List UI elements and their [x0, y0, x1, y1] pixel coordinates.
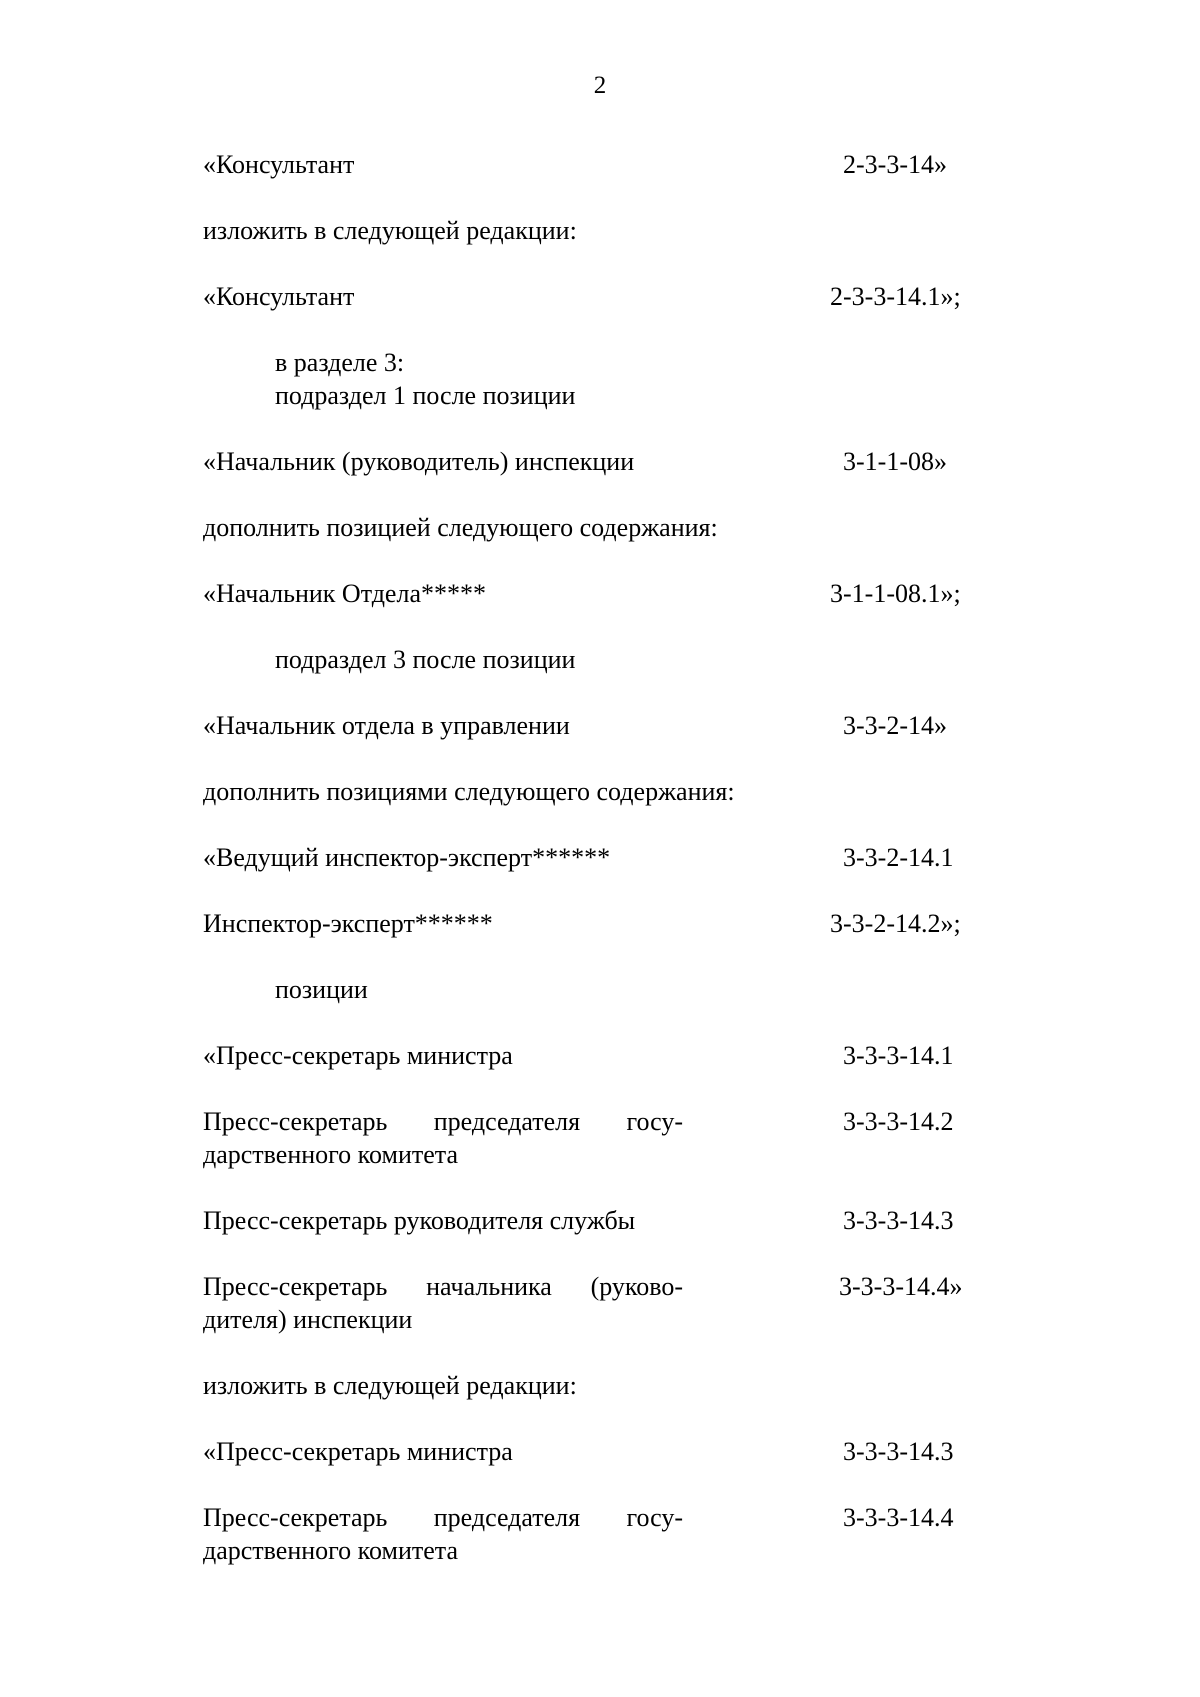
section-heading-line: в разделе 3:	[275, 348, 405, 377]
position-label-continued: дарственного комитета	[203, 1536, 458, 1565]
instruction-text: изложить в следующей редакции:	[203, 216, 577, 245]
instruction-text: дополнить позицией следующего содержания:	[203, 513, 718, 542]
section-heading	[203, 346, 1023, 412]
position-label: «Начальник (руководитель) инспекции	[203, 447, 635, 476]
position-row	[203, 1204, 1023, 1237]
position-label-continued: дителя) инспекции	[203, 1305, 413, 1334]
position-code: 2-3-3-14»	[843, 150, 947, 179]
position-row	[203, 1270, 1023, 1336]
instruction-text: изложить в следующей редакции:	[203, 1371, 577, 1400]
position-label: «Консультант	[203, 282, 355, 311]
page-number: 2	[593, 72, 607, 99]
position-code: 3-3-3-14.4»	[839, 1272, 963, 1301]
position-code: 3-3-2-14»	[843, 711, 947, 740]
section-heading: позиции	[275, 975, 368, 1004]
section-heading-line: подраздел 1 после позиции	[275, 381, 576, 410]
position-row	[203, 577, 1023, 610]
position-row	[203, 1435, 1023, 1468]
position-code: 3-3-2-14.2»;	[830, 909, 961, 938]
position-row	[203, 709, 1023, 742]
position-row	[203, 1501, 1023, 1567]
position-row	[203, 1105, 1023, 1171]
position-label: «Начальник отдела в управлении	[203, 711, 570, 740]
position-code: 3-3-3-14.2	[843, 1107, 954, 1136]
position-code: 2-3-3-14.1»;	[830, 282, 961, 311]
position-label: Пресс-секретарь председателя госу-	[203, 1107, 683, 1136]
position-label: Пресс-секретарь начальника (руково-	[203, 1272, 683, 1301]
position-code: 3-3-3-14.1	[843, 1041, 954, 1070]
position-row	[203, 841, 1023, 874]
position-row	[203, 280, 1023, 313]
position-label: «Пресс-секретарь министра	[203, 1041, 513, 1070]
position-code: 3-3-3-14.3	[843, 1437, 954, 1466]
position-row	[203, 445, 1023, 478]
position-code: 3-3-2-14.1	[843, 843, 954, 872]
position-label: Инспектор-эксперт******	[203, 909, 493, 938]
position-row	[203, 148, 1023, 181]
instruction-text: дополнить позициями следующего содержания:	[203, 777, 735, 806]
position-code: 3-3-3-14.3	[843, 1206, 954, 1235]
position-code: 3-1-1-08.1»;	[830, 579, 961, 608]
position-label: Пресс-секретарь руководителя службы	[203, 1206, 636, 1235]
position-row	[203, 907, 1023, 940]
position-row	[203, 1039, 1023, 1072]
position-label: Пресс-секретарь председателя госу-	[203, 1503, 683, 1532]
position-code: 3-3-3-14.4	[843, 1503, 954, 1532]
section-heading: подраздел 3 после позиции	[275, 645, 576, 674]
position-label: «Пресс-секретарь министра	[203, 1437, 513, 1466]
position-label: «Ведущий инспектор-эксперт******	[203, 843, 611, 872]
position-code: 3-1-1-08»	[843, 447, 947, 476]
position-label-continued: дарственного комитета	[203, 1140, 458, 1169]
position-label: «Консультант	[203, 150, 355, 179]
position-label: «Начальник Отдела*****	[203, 579, 486, 608]
document-body	[203, 148, 1023, 1600]
